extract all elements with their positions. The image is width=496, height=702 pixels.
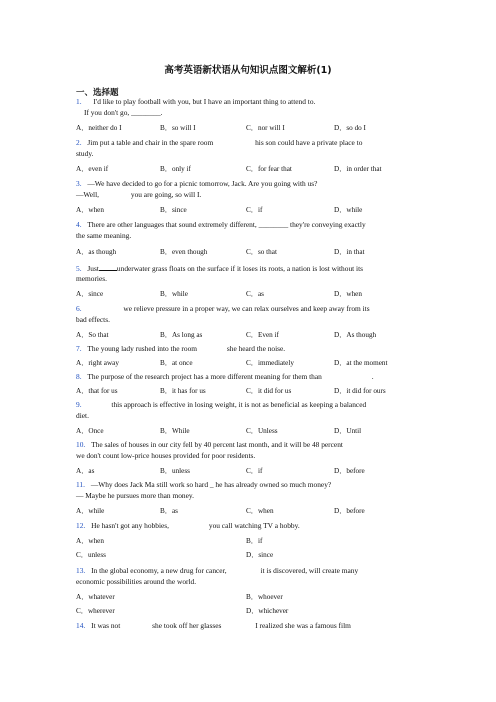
question-text: The sales of houses in our city fell by 40 percent last month, and it will be 48 percent bbox=[91, 440, 343, 449]
question-number: 5. bbox=[76, 264, 82, 273]
option-c[interactable]: C．nor will I bbox=[246, 124, 285, 132]
question-9-line-2: diet. bbox=[76, 411, 89, 420]
option-a[interactable]: A．when bbox=[76, 537, 104, 545]
question-text: He hasn't got any hobbies, bbox=[91, 521, 170, 530]
question-3-line-2 bbox=[76, 190, 201, 199]
question-11-stem bbox=[76, 480, 331, 489]
question-10-options bbox=[76, 466, 420, 476]
option-b[interactable]: B．only if bbox=[160, 165, 191, 173]
option-c[interactable]: C．unless bbox=[76, 551, 106, 559]
question-11-line-2: — Maybe he pursues more than money. bbox=[76, 491, 194, 500]
question-text: —Why does Jack Ma still work so hard _ he has already owned so much money? bbox=[90, 480, 332, 489]
question-13-stem bbox=[76, 566, 358, 575]
question-13-options-row-1 bbox=[76, 592, 420, 602]
option-c[interactable]: C．immediately bbox=[246, 359, 294, 367]
question-4-options bbox=[76, 247, 420, 257]
option-c[interactable]: C．wherever bbox=[76, 607, 115, 615]
question-6-stem bbox=[76, 304, 370, 313]
question-text: —We have decided to go for a picnic tomorrow, Jack. Are you going with us? bbox=[87, 179, 318, 188]
option-a[interactable]: A．while bbox=[76, 507, 105, 515]
question-1-stem bbox=[76, 97, 315, 106]
question-9-options bbox=[76, 426, 420, 436]
question-1-options bbox=[76, 123, 420, 133]
question-5-stem bbox=[76, 263, 363, 273]
question-3-options bbox=[76, 205, 420, 215]
question-number: 7. bbox=[76, 344, 82, 353]
question-text-cont: underwater grass floats on the surface if it loses its roots, a nation is lost without its bbox=[116, 264, 364, 273]
question-number: 6. bbox=[76, 304, 82, 313]
option-b[interactable]: B．at once bbox=[160, 359, 193, 367]
option-d[interactable]: D．so do I bbox=[334, 124, 366, 132]
question-number: 14. bbox=[76, 621, 86, 630]
question-text: we relieve pressure in a proper way, we can relax ourselves and keep away from its bbox=[123, 304, 370, 313]
question-text-cont: she heard the noise. bbox=[226, 344, 286, 353]
option-b[interactable]: B．While bbox=[160, 427, 190, 435]
question-text-cont: his son could have a private place to bbox=[255, 138, 363, 147]
question-7-stem bbox=[76, 344, 285, 353]
question-text: —Well, bbox=[76, 190, 100, 199]
question-number: 13. bbox=[76, 566, 86, 575]
answer-blank[interactable] bbox=[99, 263, 117, 271]
option-d[interactable]: D．As though bbox=[334, 331, 377, 339]
option-c[interactable]: C．it did for us bbox=[246, 387, 292, 395]
option-a[interactable]: A．as though bbox=[76, 248, 117, 256]
question-8-stem bbox=[76, 372, 374, 381]
option-c[interactable]: C．Even if bbox=[246, 331, 279, 339]
option-d[interactable]: D．since bbox=[246, 551, 274, 559]
question-10-line-2: we don't count low-price houses provided for poor residents. bbox=[76, 451, 256, 460]
option-d[interactable]: D．when bbox=[334, 290, 362, 298]
option-a[interactable]: A．whatever bbox=[76, 593, 115, 601]
option-c[interactable]: C．for fear that bbox=[246, 165, 292, 173]
option-b[interactable]: B．so will I bbox=[160, 124, 196, 132]
option-b[interactable]: B．even though bbox=[160, 248, 208, 256]
option-d[interactable]: D．at the moment bbox=[334, 359, 388, 367]
question-7-options bbox=[76, 358, 420, 368]
question-text: I'd like to play football with you, but I have an important thing to attend to. bbox=[93, 97, 316, 106]
question-text: The purpose of the research project has a more different meaning for them than bbox=[87, 372, 322, 381]
question-14-stem bbox=[76, 621, 351, 630]
option-b[interactable]: B．As long as bbox=[160, 331, 203, 339]
option-d[interactable]: D．before bbox=[334, 467, 365, 475]
question-number: 11. bbox=[76, 480, 85, 489]
question-11-options bbox=[76, 506, 420, 516]
question-number: 4. bbox=[76, 220, 82, 229]
option-c[interactable]: C．as bbox=[246, 290, 264, 298]
option-a[interactable]: A．since bbox=[76, 290, 104, 298]
option-a[interactable]: A．that for us bbox=[76, 387, 118, 395]
option-b[interactable]: B．as bbox=[160, 507, 178, 515]
section-heading: 一、选择题 bbox=[76, 88, 119, 98]
question-2-line-2: study. bbox=[76, 149, 94, 158]
question-13-options-row-2 bbox=[76, 606, 420, 616]
question-4-stem bbox=[76, 220, 366, 229]
question-text: It was not bbox=[91, 621, 121, 630]
question-3-stem bbox=[76, 179, 317, 188]
option-d[interactable]: D．Until bbox=[334, 427, 362, 435]
question-4-line-2: the same meaning. bbox=[76, 231, 132, 240]
question-13-line-2: economic possibilities around the world. bbox=[76, 577, 197, 586]
question-text: Jim put a table and chair in the spare room bbox=[87, 138, 214, 147]
option-d[interactable]: D．whichever bbox=[246, 607, 289, 615]
option-c[interactable]: C．if bbox=[246, 206, 263, 214]
question-2-stem bbox=[76, 138, 362, 147]
option-a[interactable]: A．Once bbox=[76, 427, 104, 435]
option-b[interactable]: B．whoever bbox=[246, 593, 283, 601]
question-1-line-2: If you don't go, ________. bbox=[84, 108, 163, 117]
question-text: this approach is effective in losing weight, it is not as beneficial as keeping a balanced bbox=[111, 400, 367, 409]
question-6-line-2: bad effects. bbox=[76, 315, 110, 324]
question-number: 12. bbox=[76, 521, 86, 530]
question-2-options bbox=[76, 164, 420, 174]
option-b[interactable]: B．while bbox=[160, 290, 188, 298]
option-a[interactable]: A．right away bbox=[76, 359, 119, 367]
question-text-cont-2: I realized she was a famous film bbox=[255, 621, 351, 630]
question-number: 10. bbox=[76, 440, 86, 449]
question-text-cont: . bbox=[371, 372, 374, 381]
question-6-options bbox=[76, 330, 420, 340]
option-d[interactable]: D．it did for ours bbox=[334, 387, 386, 395]
option-d[interactable]: D．in order that bbox=[334, 165, 382, 173]
question-number: 3. bbox=[76, 179, 82, 188]
question-number: 1. bbox=[76, 97, 82, 106]
question-9-stem bbox=[76, 400, 366, 409]
question-10-stem bbox=[76, 440, 343, 449]
question-12-stem bbox=[76, 521, 300, 530]
question-text-cont: you are going, so will I. bbox=[130, 190, 202, 199]
option-c[interactable]: C．so that bbox=[246, 248, 277, 256]
option-a[interactable]: A．neither do I bbox=[76, 124, 122, 132]
question-text: In the global economy, a new drug for cancer, bbox=[91, 566, 227, 575]
option-a[interactable]: A．So that bbox=[76, 331, 109, 339]
option-a[interactable]: A．as bbox=[76, 467, 95, 475]
question-12-options-row-1 bbox=[76, 536, 420, 546]
question-text-cont: you call watching TV a hobby. bbox=[208, 521, 300, 530]
question-number: 9. bbox=[76, 400, 82, 409]
question-text: There are other languages that sound extremely different, ________ they're conveying exactly bbox=[87, 220, 366, 229]
question-5-options bbox=[76, 289, 420, 299]
option-d[interactable]: D．before bbox=[334, 507, 365, 515]
question-text: The young lady rushed into the room bbox=[87, 344, 198, 353]
option-a[interactable]: A．when bbox=[76, 206, 104, 214]
option-a[interactable]: A．even if bbox=[76, 165, 109, 173]
option-d[interactable]: D．in that bbox=[334, 248, 365, 256]
option-d[interactable]: D．while bbox=[334, 206, 363, 214]
question-number: 8. bbox=[76, 372, 82, 381]
question-text: Just bbox=[87, 264, 99, 273]
question-number: 2. bbox=[76, 138, 82, 147]
question-text-cont: it is discovered, will create many bbox=[260, 566, 359, 575]
option-b[interactable]: B．unless bbox=[160, 467, 190, 475]
document-title: 高考英语新状语从句知识点图文解析(1) bbox=[164, 65, 332, 76]
question-5-line-2: memories. bbox=[76, 274, 107, 283]
question-text-cont: she took off her glasses bbox=[152, 621, 222, 630]
option-c[interactable]: C．if bbox=[246, 467, 263, 475]
option-b[interactable]: B．if bbox=[246, 537, 263, 545]
option-b[interactable]: B．since bbox=[160, 206, 187, 214]
option-c[interactable]: C．Unless bbox=[246, 427, 278, 435]
option-b[interactable]: B．it has for us bbox=[160, 387, 206, 395]
question-12-options-row-2 bbox=[76, 550, 420, 560]
question-8-options bbox=[76, 386, 420, 396]
option-c[interactable]: C．when bbox=[246, 507, 274, 515]
